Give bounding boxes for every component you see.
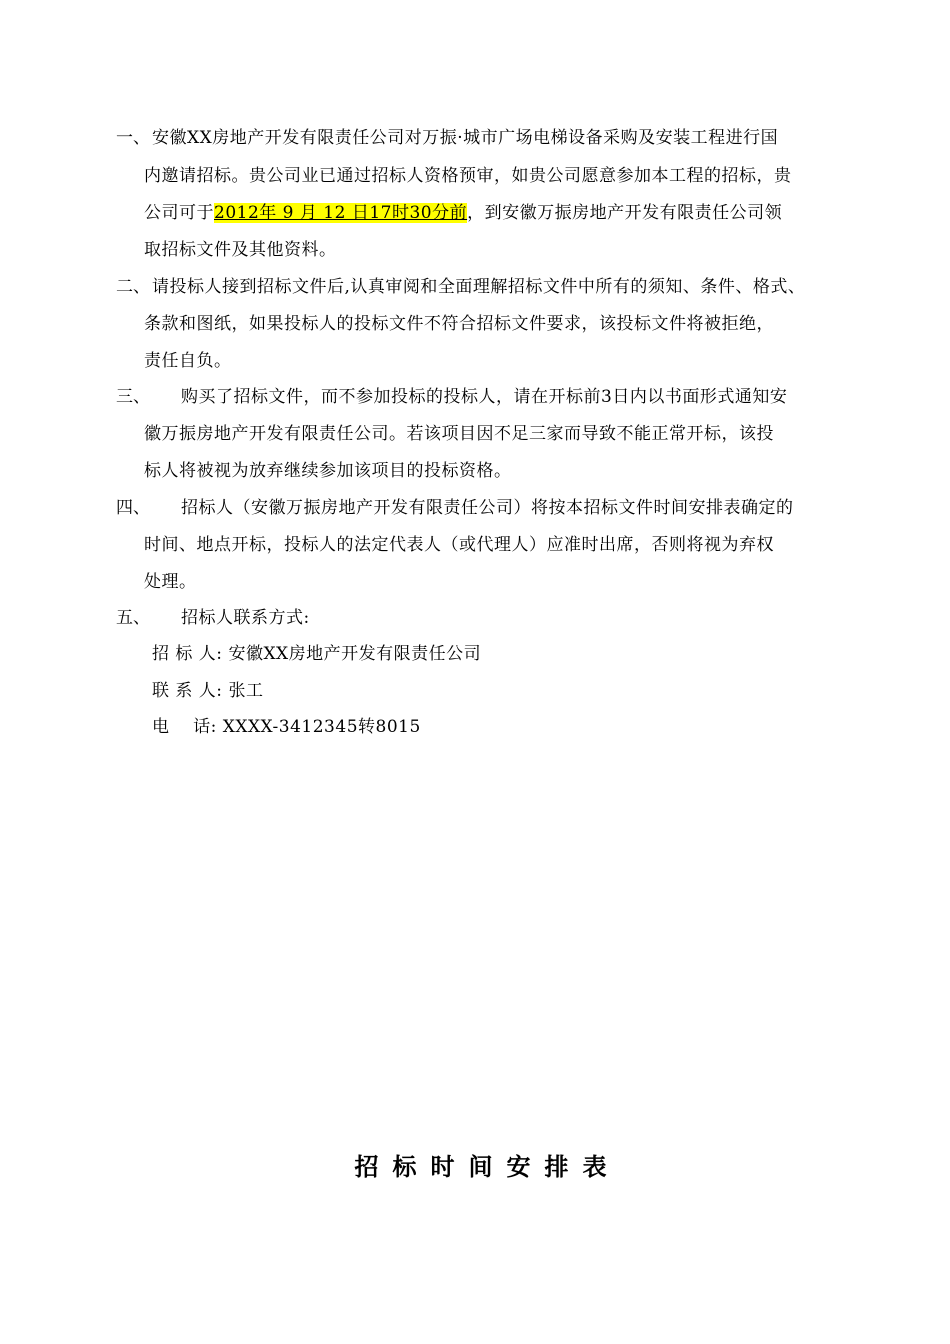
section-1-line-4: 取招标文件及其他资料。 <box>144 240 337 260</box>
section-3-line-2: 徽万振房地产开发有限责任公司。若该项目因不足三家而导致不能正常开标，该投 <box>144 424 774 444</box>
section-3-marker: 三、 <box>116 387 150 407</box>
deadline-highlight: 2012年 9 月 12 日17时30分前 <box>214 203 468 223</box>
section-3-line-3: 标人将被视为放弃继续参加该项目的投标资格。 <box>144 461 512 481</box>
section-2-line-3: 责任自负。 <box>144 351 232 371</box>
section-5-line-1: 招标人联系方式: <box>181 608 310 628</box>
section-4-line-1: 招标人（安徽万振房地产开发有限责任公司）将按本招标文件时间安排表确定的 <box>181 498 794 518</box>
section-1-line-2: 内邀请招标。贵公司业已通过招标人资格预审，如贵公司愿意参加本工程的招标，贵 <box>144 166 792 186</box>
tenderer-line: 招 标 人: 安徽XX房地产开发有限责任公司 <box>152 644 482 664</box>
section-5-marker: 五、 <box>116 608 150 628</box>
section-1-line-3-prefix: 公司可于 <box>144 203 214 223</box>
section-4-line-2: 时间、地点开标，投标人的法定代表人（或代理人）应准时出席，否则将视为弃权 <box>144 535 774 555</box>
section-3-line-1: 购买了招标文件，而不参加投标的投标人，请在开标前3日内以书面形式通知安 <box>181 387 788 407</box>
section-4-marker: 四、 <box>116 498 150 518</box>
section-2-line-2: 条款和图纸，如果投标人的投标文件不符合招标文件要求，该投标文件将被拒绝， <box>144 314 774 334</box>
section-2-marker: 二、 <box>116 277 150 297</box>
section-1-line-3 <box>144 202 782 224</box>
phone-line: 电 话: XXXX-3412345转8015 <box>152 717 421 737</box>
contact-person-line: 联 系 人: 张工 <box>152 681 264 701</box>
section-2-line-1: 请投标人接到招标文件后,认真审阅和全面理解招标文件中所有的须知、条件、格式、 <box>152 277 806 297</box>
section-1-line-3-suffix: ，到安徽万振房地产开发有限责任公司领 <box>467 203 783 223</box>
section-1-line-1: 安徽XX房地产开发有限责任公司对万振·城市广场电梯设备采购及安装工程进行国 <box>152 128 779 148</box>
section-1-marker: 一、 <box>116 128 150 148</box>
schedule-title: 招标时间安排表 <box>354 1152 621 1181</box>
section-4-line-3: 处理。 <box>144 572 197 592</box>
